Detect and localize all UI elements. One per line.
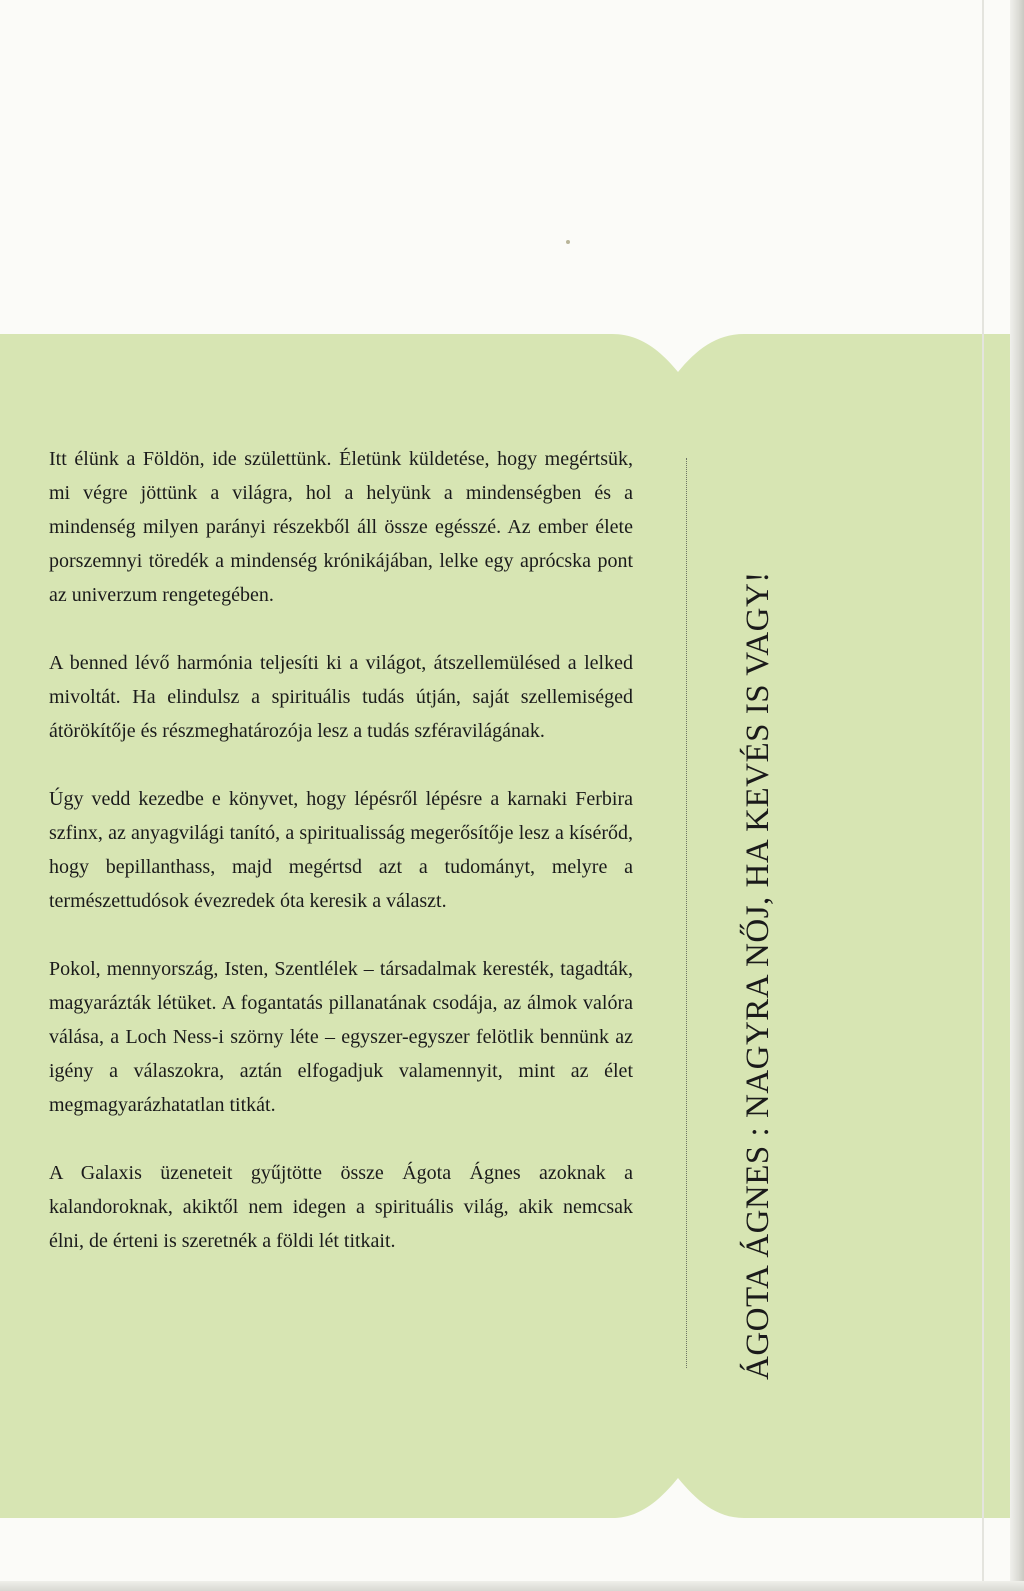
spine-crease (982, 0, 984, 1591)
blurb-paragraph-4: Pokol, mennyország, Isten, Szentlélek – társadalmak keresték, tagadták, magyarázták létüket. A fogantatás pillanatának csodája, az álmok valóra válása, a Loch Ness-i szörny léte – egyszer-egyszer felötlik bennünk az igény a válaszokra, aztán elfogadjuk valamennyit, mint az élet megmagyarázhatatlan titkát. (49, 958, 633, 1116)
blurb-paragraph-2: A benned lévő harmónia teljesíti ki a világot, átszellemülésed a lelked mivoltát. Ha elindulsz a spirituális tudás útján, saját szellemiséged átörökítője és részmeghatározója lesz a tudás szféravilágának. (49, 652, 633, 742)
spine-edge (1010, 0, 1024, 1591)
blurb-paragraph-5: A Galaxis üzeneteit gyűjtötte össze Ágota Ágnes azoknak a kalandoroknak, akiktől nem idegen a spirituális világ, akik nemcsak élni, de érteni is szeretnék a földi lét titkait. (49, 1162, 633, 1252)
blurb-paragraph-3: Úgy vedd kezedbe e könyvet, hogy lépésről lépésre a karnaki Ferbira szfinx, az anyagvilági tanító, a spiritualisság megerősítője lesz a kísérőd, hogy bepillanthass, majd megértsd azt a tudományt, melyre a természettudósok évezredek óta keresik a választ. (49, 788, 633, 912)
bottom-edge (0, 1581, 1024, 1591)
blurb-text (49, 442, 633, 1292)
vertical-title: ÁGOTA ÁGNES : NAGYRA NŐJ, HA KEVÉS IS VAGY! (740, 571, 776, 1380)
paper-speck (566, 240, 570, 244)
blurb-paragraph-1: Itt élünk a Földön, ide születtünk. Életünk küldetése, hogy megértsük, mi végre jöttünk a világra, hol a helyünk a mindenségben és a mindenség milyen parányi részekből áll össze egésszé. Az ember élete porszemnyi töredék a mindenség krónikájában, lelke egy aprócska pont az univerzum rengetegében. (49, 448, 633, 606)
dotted-divider (686, 458, 687, 1368)
